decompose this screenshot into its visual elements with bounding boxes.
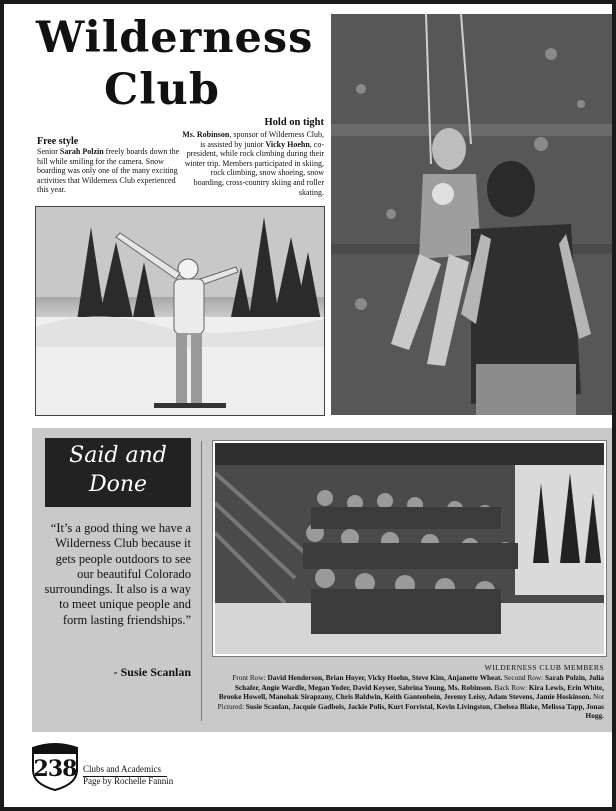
page-number: 238 — [33, 756, 77, 782]
not-pictured-label: Not Pictured: — [217, 692, 604, 711]
back-row-label: Back Row: — [492, 682, 529, 692]
page-title-line2: Club — [104, 65, 220, 115]
caption-hold-heading: Hold on tight — [264, 117, 324, 128]
page-title-line1: Wilderness — [36, 13, 314, 63]
caption-hold-mid: , sponsor of Wilderness Club, is assisted by junior — [200, 130, 324, 149]
divider-line — [201, 441, 202, 721]
byline: Page by Rochelle Fannin — [83, 776, 174, 786]
group-illustration — [215, 443, 604, 654]
members-list — [214, 673, 604, 721]
second-row-names: Sarah Polzin, Julia Schafer, Angie Wardle, Megan Yoder, David Keyser, Sabrina Young, Ms. Robinson. — [234, 673, 604, 692]
quote-author: - Susie Scanlan — [113, 665, 191, 679]
caption-hold-post: , co-president, while rock climbing during their winter trip. Members participated in skiing, rock climbing, snow shoeing, snow boarding, cross-country skiing and roller skating. — [184, 139, 324, 197]
photo-snowboarder — [35, 206, 325, 416]
caption-free-style — [37, 136, 187, 195]
front-row-label: Front Row: — [232, 673, 268, 682]
said-line1: Said and — [69, 443, 167, 468]
front-row-names: David Henderson, Brian Hoyer, Vicky Hoehn, Steve Kim, Anjanette Wheat. — [267, 673, 503, 682]
section-label: Clubs and Academics — [83, 764, 161, 774]
caption-hold-on-tight — [182, 117, 324, 197]
caption-free-heading: Free style — [37, 136, 79, 147]
member-quote: “It’s a good thing we have a Wilderness Club because it gets people outdoors to see our beautiful Colorado surroundings. It also is a way to meet unique people and form lasting friendships.” — [44, 521, 191, 627]
members-title: WILDERNESS CLUB MEMBERS — [484, 663, 604, 672]
caption-free-body — [37, 147, 187, 195]
second-row-label: Second Row: — [502, 673, 545, 682]
climbing-illustration — [331, 14, 612, 415]
said-and-done-box — [45, 438, 191, 507]
photo-rock-climbing — [331, 14, 612, 415]
caption-free-name: Sarah Polzin — [59, 147, 104, 156]
said-line2: Done — [88, 472, 148, 497]
back-row-names: Kira Lewis, Erin White, Brooke Howell, Manohak Sirapzany, Chris Baldwin, Keith Gantenbein, Jeremy Leisy, Adam Stevens, Jamie Hoskinson. — [218, 682, 604, 702]
caption-hold-name2: Vicky Hoehn — [265, 139, 310, 149]
caption-free-post: freely boards down the hill while smiling for the camera. Snow boarding was only one of the many exciting activities that Wilderness Club experienced this year. — [37, 147, 180, 195]
caption-hold-body — [182, 130, 324, 197]
caption-free-pre: Senior — [37, 147, 60, 156]
caption-hold-name1: Ms. Robinson — [182, 130, 230, 139]
yearbook-page — [4, 4, 612, 807]
snowboarder-illustration — [36, 207, 324, 415]
photo-group — [213, 441, 606, 656]
not-pictured-names: Susie Scanlan, Jacquie Gadbois, Jackie Polis, Kurt Forristal, Kevin Livingston, Chelsea Blake, Melissa Tapp, Jonas Hogg. — [245, 701, 604, 721]
